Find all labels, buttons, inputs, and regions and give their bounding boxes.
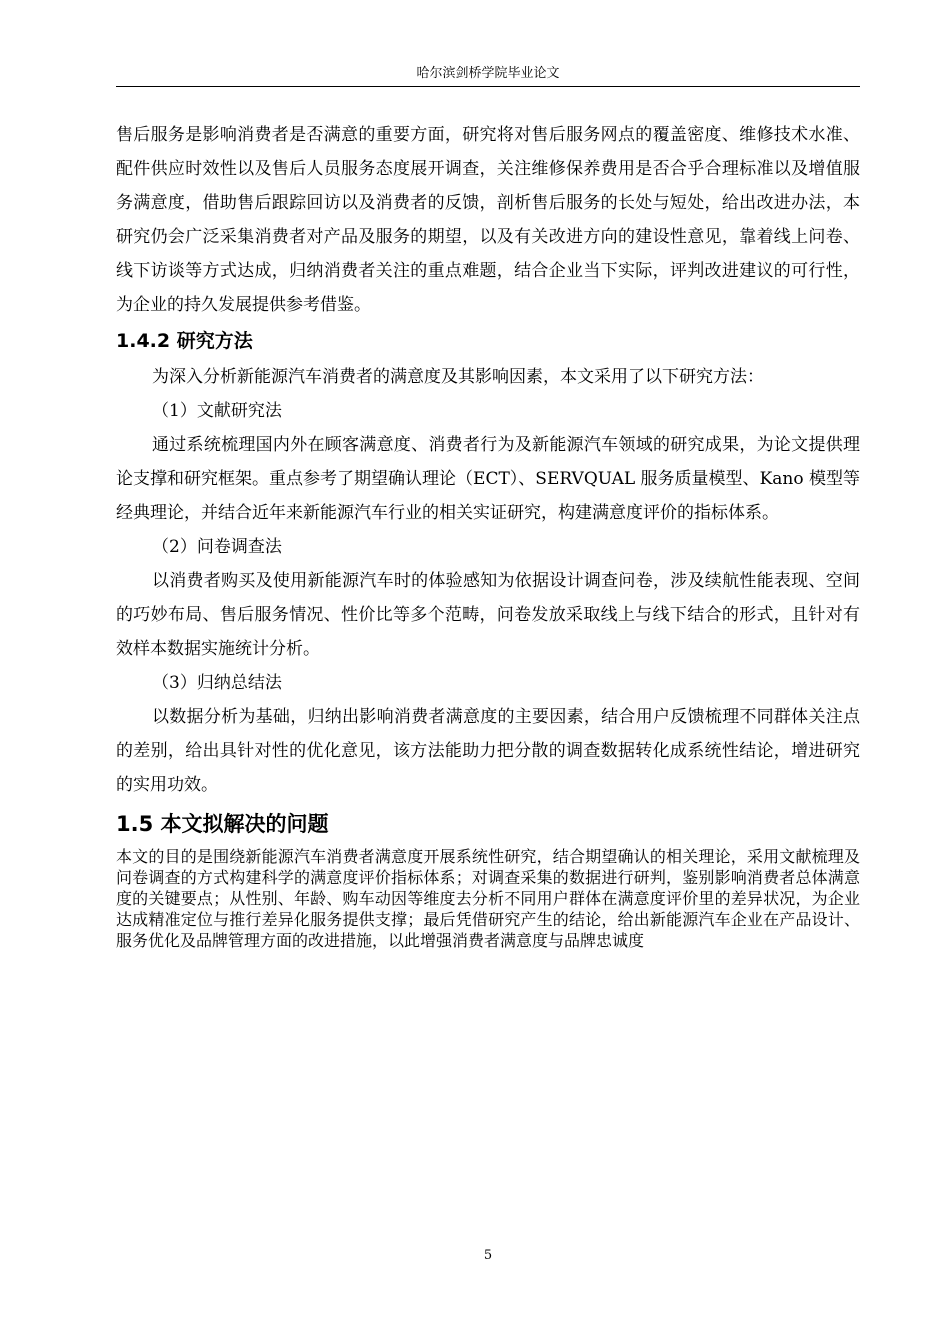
page-number: 5 <box>483 1248 493 1263</box>
method-1-title: （1）文献研究法 <box>152 401 282 421</box>
page-content <box>116 118 860 951</box>
page-header: 哈尔滨剑桥学院毕业论文 <box>416 66 560 81</box>
method-1-text: 通过系统梳理国内外在顾客满意度、消费者行为及新能源汽车领域的研究成果，为论文提供理论支撑和研究框架。重点参考了期望确认理论（ECT）、SERVQUAL 服务质量模型、Kano 模型等经典理论，并结合近年来新能源汽车行业的相关实证研究，构建满意度评价的指标体系。 <box>116 435 860 523</box>
method-2-text: 以消费者购买及使用新能源汽车时的体验感知为依据设计调查问卷，涉及续航性能表现、空间的巧妙布局、售后服务情况、性价比等多个范畴，问卷发放采取线上与线下结合的形式，且针对有效样本数据实施统计分析。 <box>116 571 860 659</box>
paragraph-after-sales: 售后服务是影响消费者是否满意的重要方面，研究将对售后服务网点的覆盖密度、维修技术水准、配件供应时效性以及售后人员服务态度展开调查，关注维修保养费用是否合乎合理标准以及增值服务满意度，借助售后跟踪回访以及消费者的反馈，剖析售后服务的长处与短处，给出改进办法，本研究仍会广泛采集消费者对产品及服务的期望，以及有关改进方向的建设性意见，靠着线上问卷、线下访谈等方式达成，归纳消费者关注的重点难题，结合企业当下实际，评判改进建议的可行性，为企业的持久发展提供参考借鉴。 <box>116 125 860 315</box>
method-3-text: 以数据分析为基础，归纳出影响消费者满意度的主要因素，结合用户反馈梳理不同群体关注点的差别，给出具针对性的优化意见，该方法能助力把分散的调查数据转化成系统性结论，增进研究的实用功效。 <box>116 707 860 795</box>
paragraph-problems: 本文的目的是围绕新能源汽车消费者满意度开展系统性研究，结合期望确认的相关理论，采用文献梳理及问卷调查的方式构建科学的满意度评价指标体系；对调查采集的数据进行研判，鉴别影响消费者总体满意度的关键要点；从性别、年龄、购车动因等维度去分析不同用户群体在满意度评价里的差异状况，为企业达成精准定位与推行差异化服务提供支撑；最后凭借研究产生的结论，给出新能源汽车企业在产品设计、服务优化及品牌管理方面的改进措施，以此增强消费者满意度与品牌忠诚度 <box>116 847 860 950</box>
method-3-title: （3）归纳总结法 <box>152 673 282 693</box>
heading-1-5: 1.5 本文拟解决的问题 <box>116 812 329 836</box>
heading-1-4-2: 1.4.2 研究方法 <box>116 330 253 352</box>
header-divider <box>116 86 860 87</box>
method-2-title: （2）问卷调查法 <box>152 537 282 557</box>
paragraph-method-intro: 为深入分析新能源汽车消费者的满意度及其影响因素，本文采用了以下研究方法： <box>152 367 764 387</box>
